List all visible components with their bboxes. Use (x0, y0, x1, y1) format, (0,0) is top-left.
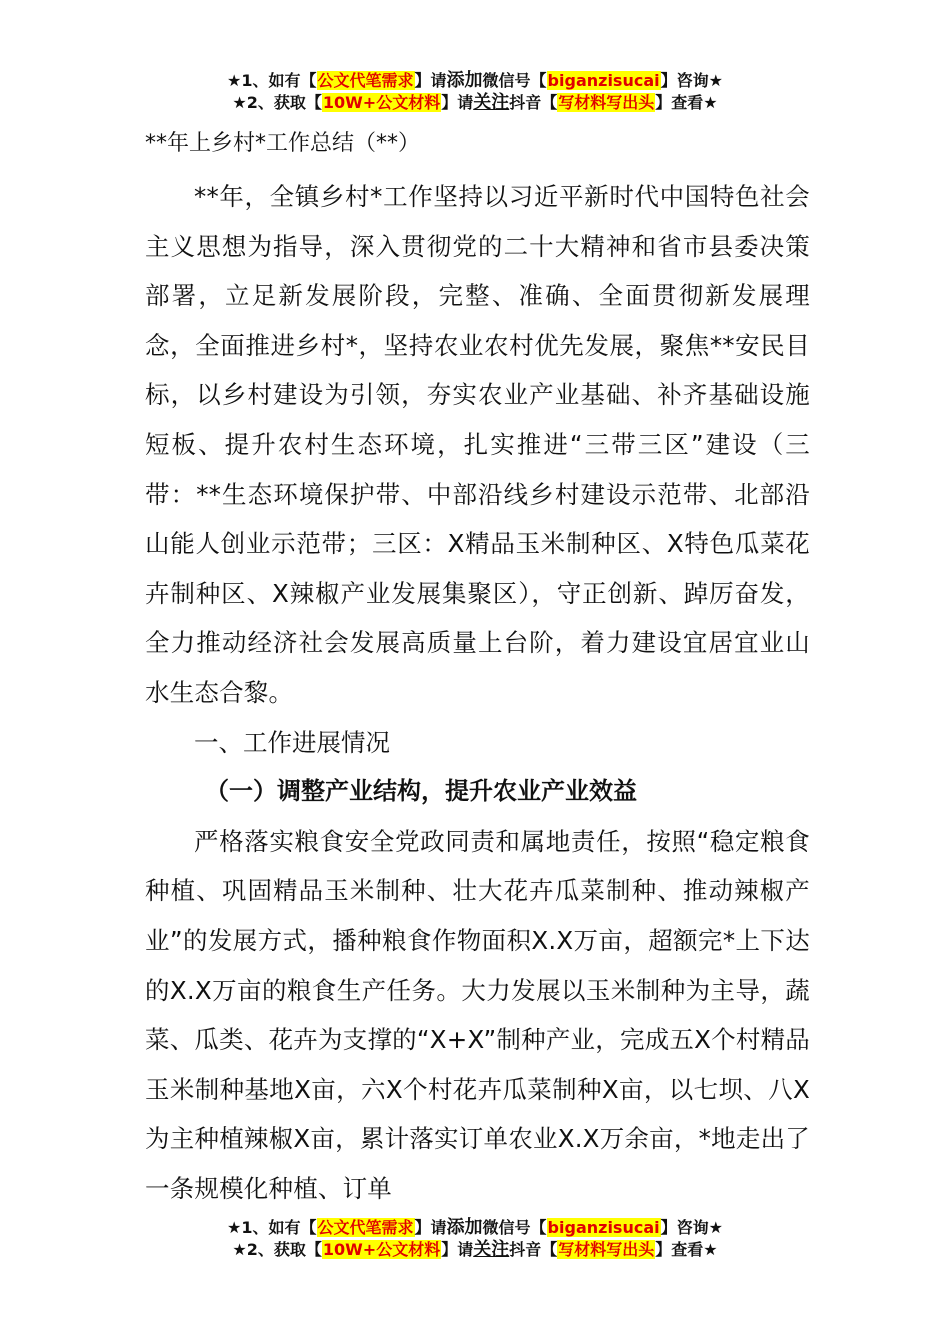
promo-banner-bottom (0, 1217, 950, 1261)
promo-highlight: 公文代笔需求 (317, 71, 414, 90)
douyin-id-highlight: 写材料写出头 (558, 1240, 655, 1259)
document-body (145, 126, 810, 1213)
wechat-id-highlight: biganzisucai (547, 1218, 660, 1237)
promo-line-1: ★1、如有【公文代笔需求】请添加微信号【biganzisucai】咨询★ (227, 1217, 723, 1238)
douyin-id-highlight: 写材料写出头 (558, 93, 655, 112)
promo-highlight: 10W+公文材料 (322, 1240, 441, 1259)
promo-highlight: 10W+公文材料 (322, 93, 441, 112)
intro-paragraph: **年，全镇乡村*工作坚持以习近平新时代中国特色社会主义思想为指导，深入贯彻党的二十大精神和省市县委决策部署，立足新发展阶段，完整、准确、全面贯彻新发展理念，全面推进乡村*，坚持农业农村优先发展，聚焦**安民目标，以乡村建设为引领，夯实农业产业基础、补齐基础设施短板、提升农村生态环境，扎实推进“三带三区”建设（三带：**生态环境保护带、中部沿线乡村建设示范带、北部沿山能人创业示范带；三区：X精品玉米制种区、X特色瓜菜花卉制种区、X辣椒产业发展集聚区），守正创新、踔厉奋发，全力推动经济社会发展高质量上台阶，着力建设宜居宜业山水生态合黎。 (145, 182, 810, 707)
section-heading: 一、工作进展情况 (194, 727, 390, 757)
promo-line-2: ★2、获取【10W+公文材料】请关注抖音【写材料写出头】查看★ (232, 92, 718, 113)
promo-highlight: 公文代笔需求 (317, 1218, 414, 1237)
promo-line-2: ★2、获取【10W+公文材料】请关注抖音【写材料写出头】查看★ (232, 1239, 718, 1260)
document-title: **年上乡村*工作总结（**） (145, 131, 421, 156)
body-paragraph: 严格落实粮食安全党政同责和属地责任，按照“稳定粮食种植、巩固精品玉米制种、壮大花卉瓜菜制种、推动辣椒产业”的发展方式，播种粮食作物面积X.X万亩，超额完*上下达的X.X万亩的粮食生产任务。大力发展以玉米制种为主导，蔬菜、瓜类、花卉为支撑的“X+X”制种产业，完成五X个村精品玉米制种基地X亩，六X个村花卉瓜菜制种X亩，以七坝、八X为主种植辣椒X亩，累计落实订单农业X.X万余亩，*地走出了一条规模化种植、订单 (145, 826, 810, 1203)
subsection-heading: （一）调整产业结构，提升农业产业效益 (205, 777, 637, 806)
promo-banner-top (0, 70, 950, 114)
promo-line-1: ★1、如有【公文代笔需求】请添加微信号【biganzisucai】咨询★ (227, 70, 723, 91)
wechat-id-highlight: biganzisucai (547, 71, 660, 90)
